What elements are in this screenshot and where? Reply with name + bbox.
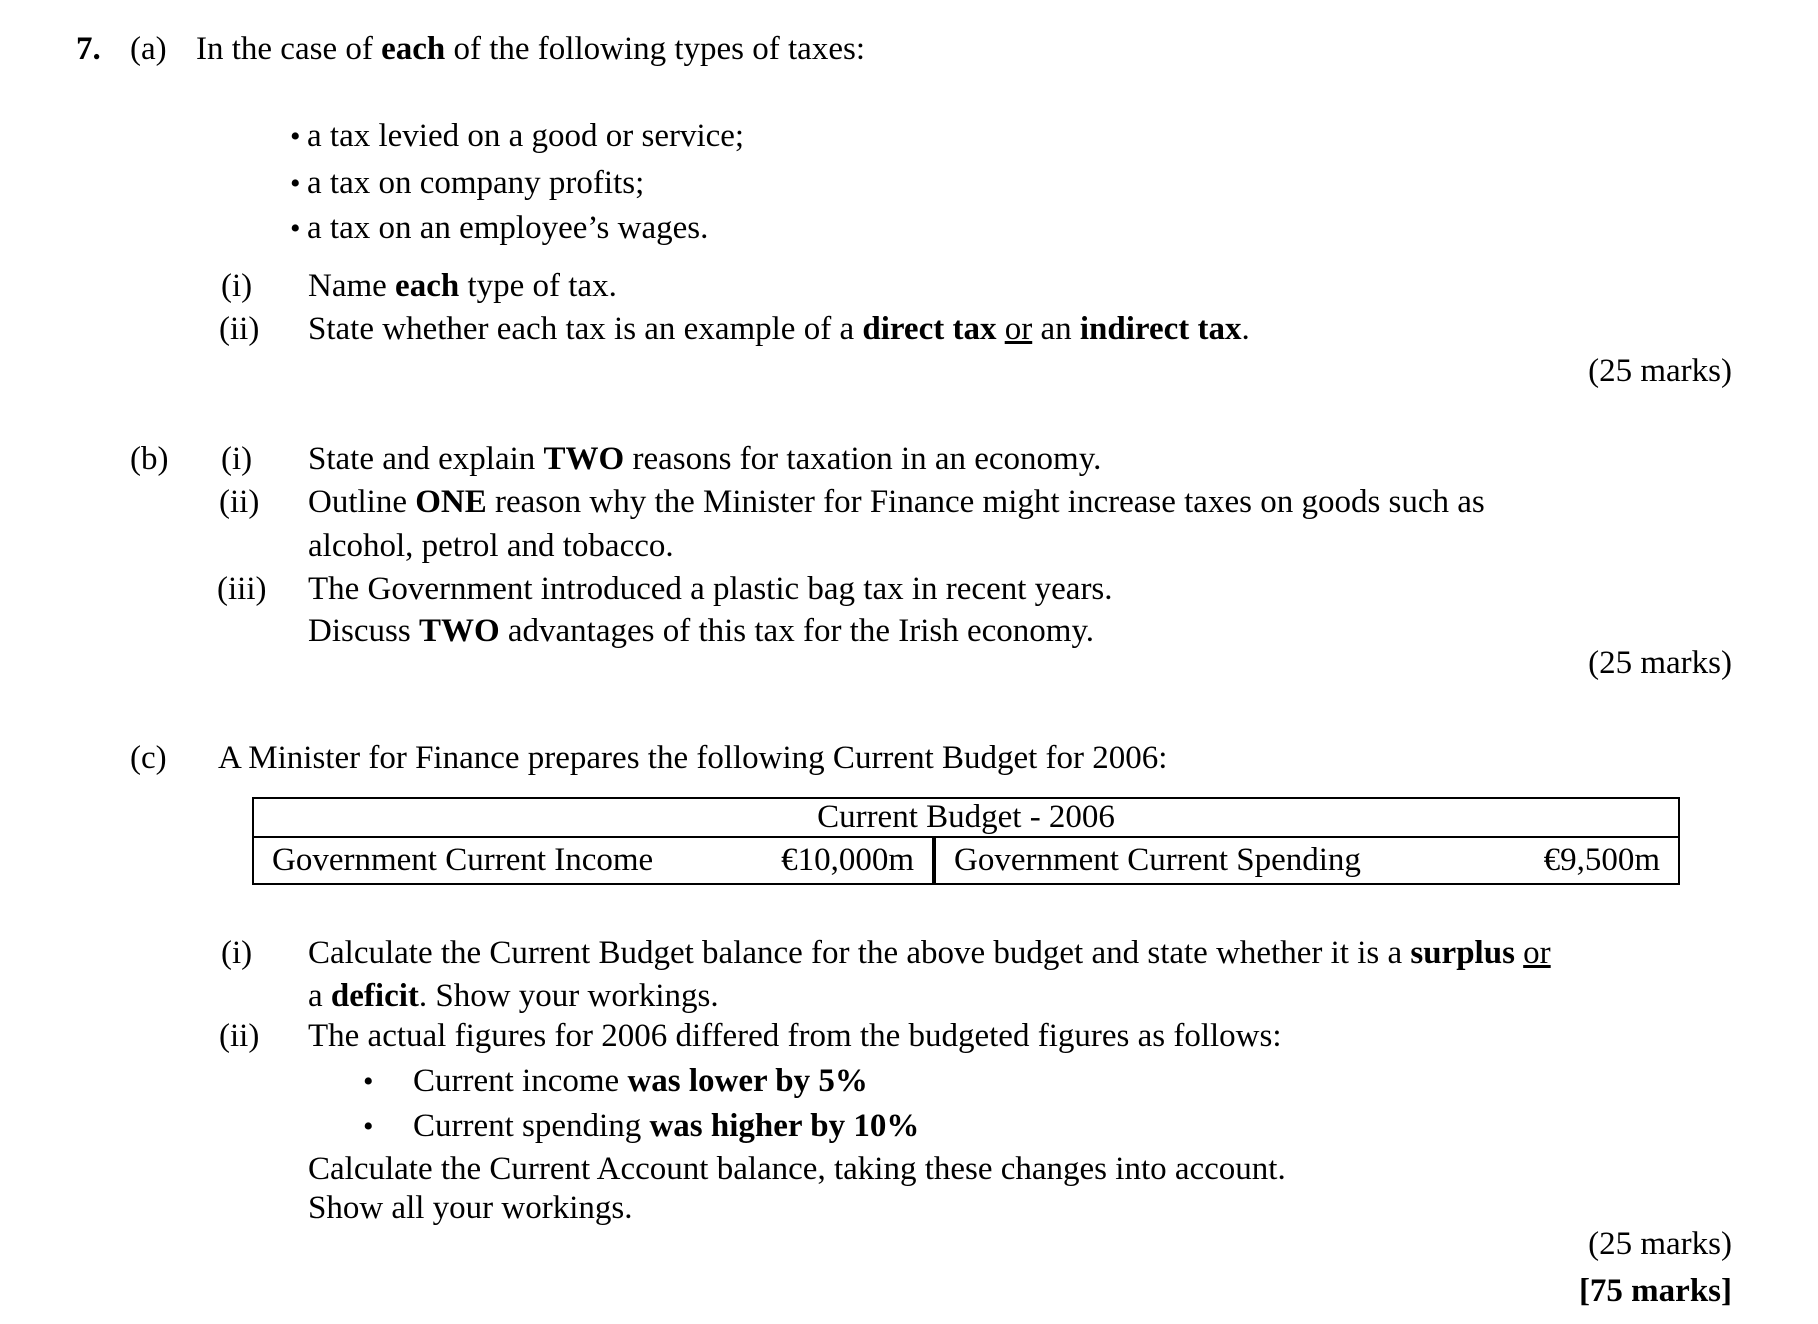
part-b-item-ii-line2: alcohol, petrol and tobacco. [308, 528, 674, 564]
part-b-item-ii-line1: Outline ONE reason why the Minister for Finance might increase taxes on goods such as [308, 484, 1485, 520]
part-b-item-iii-line1: The Government introduced a plastic bag tax in recent years. [308, 571, 1113, 607]
spending-label: Government Current Spending [954, 842, 1361, 878]
part-a-item-i-text: Name each type of tax. [308, 268, 617, 304]
part-c-intro: A Minister for Finance prepares the following Current Budget for 2006: [218, 740, 1168, 776]
part-c-bullet-2: Current spending was higher by 10% [413, 1108, 920, 1144]
part-c-item-ii-line1: The actual figures for 2006 differed from the budgeted figures as follows: [308, 1018, 1282, 1054]
part-c-bullet-1: Current income was lower by 5% [413, 1063, 868, 1099]
part-c-item-ii-line4: Calculate the Current Account balance, taking these changes into account. [308, 1151, 1286, 1187]
part-a-bullet-2: a tax on company profits; [307, 165, 645, 201]
budget-table-row [254, 838, 1678, 883]
part-c-item-i-line1: Calculate the Current Budget balance for the above budget and state whether it is a surplus or [308, 935, 1551, 971]
part-b-item-iii-line2: Discuss TWO advantages of this tax for the Irish economy. [308, 613, 1095, 649]
bullet-icon: • [290, 120, 301, 153]
part-c-item-i-line2: a deficit. Show your workings. [308, 978, 719, 1014]
part-b-label: (b) [130, 441, 169, 477]
part-a-item-i-label: (i) [221, 268, 253, 304]
part-a-intro: In the case of each of the following types of taxes: [196, 31, 865, 67]
spending-cell [936, 838, 1678, 883]
budget-table [252, 797, 1680, 885]
part-c-marks: (25 marks) [1588, 1226, 1732, 1262]
part-a-label: (a) [130, 31, 167, 67]
part-a-marks: (25 marks) [1588, 353, 1732, 389]
income-cell [254, 838, 932, 883]
part-a-item-ii-label: (ii) [219, 311, 260, 347]
income-label: Government Current Income [272, 842, 654, 878]
part-a-item-ii-text: State whether each tax is an example of a direct tax or an indirect tax. [308, 311, 1250, 347]
income-value: €10,000m [781, 842, 914, 878]
part-c-item-ii-label: (ii) [219, 1018, 260, 1054]
part-a-bullet-3: a tax on an employee’s wages. [307, 210, 709, 246]
part-c-item-ii-line5: Show all your workings. [308, 1190, 633, 1226]
part-a-bullet-1: a tax levied on a good or service; [307, 118, 745, 154]
bullet-icon: • [363, 1065, 374, 1098]
total-marks: [75 marks] [1578, 1273, 1732, 1309]
bullet-icon: • [290, 212, 301, 245]
budget-table-title: Current Budget - 2006 [254, 799, 1678, 838]
part-c-item-i-label: (i) [221, 935, 253, 971]
question-number: 7. [76, 31, 101, 67]
spending-value: €9,500m [1543, 842, 1660, 878]
part-c-label: (c) [130, 740, 167, 776]
part-b-item-i-text: State and explain TWO reasons for taxation in an economy. [308, 441, 1102, 477]
part-b-item-iii-label: (iii) [217, 571, 267, 607]
bullet-icon: • [363, 1110, 374, 1143]
part-b-marks: (25 marks) [1588, 645, 1732, 681]
part-b-item-ii-label: (ii) [219, 484, 260, 520]
bullet-icon: • [290, 167, 301, 200]
part-b-item-i-label: (i) [221, 441, 253, 477]
